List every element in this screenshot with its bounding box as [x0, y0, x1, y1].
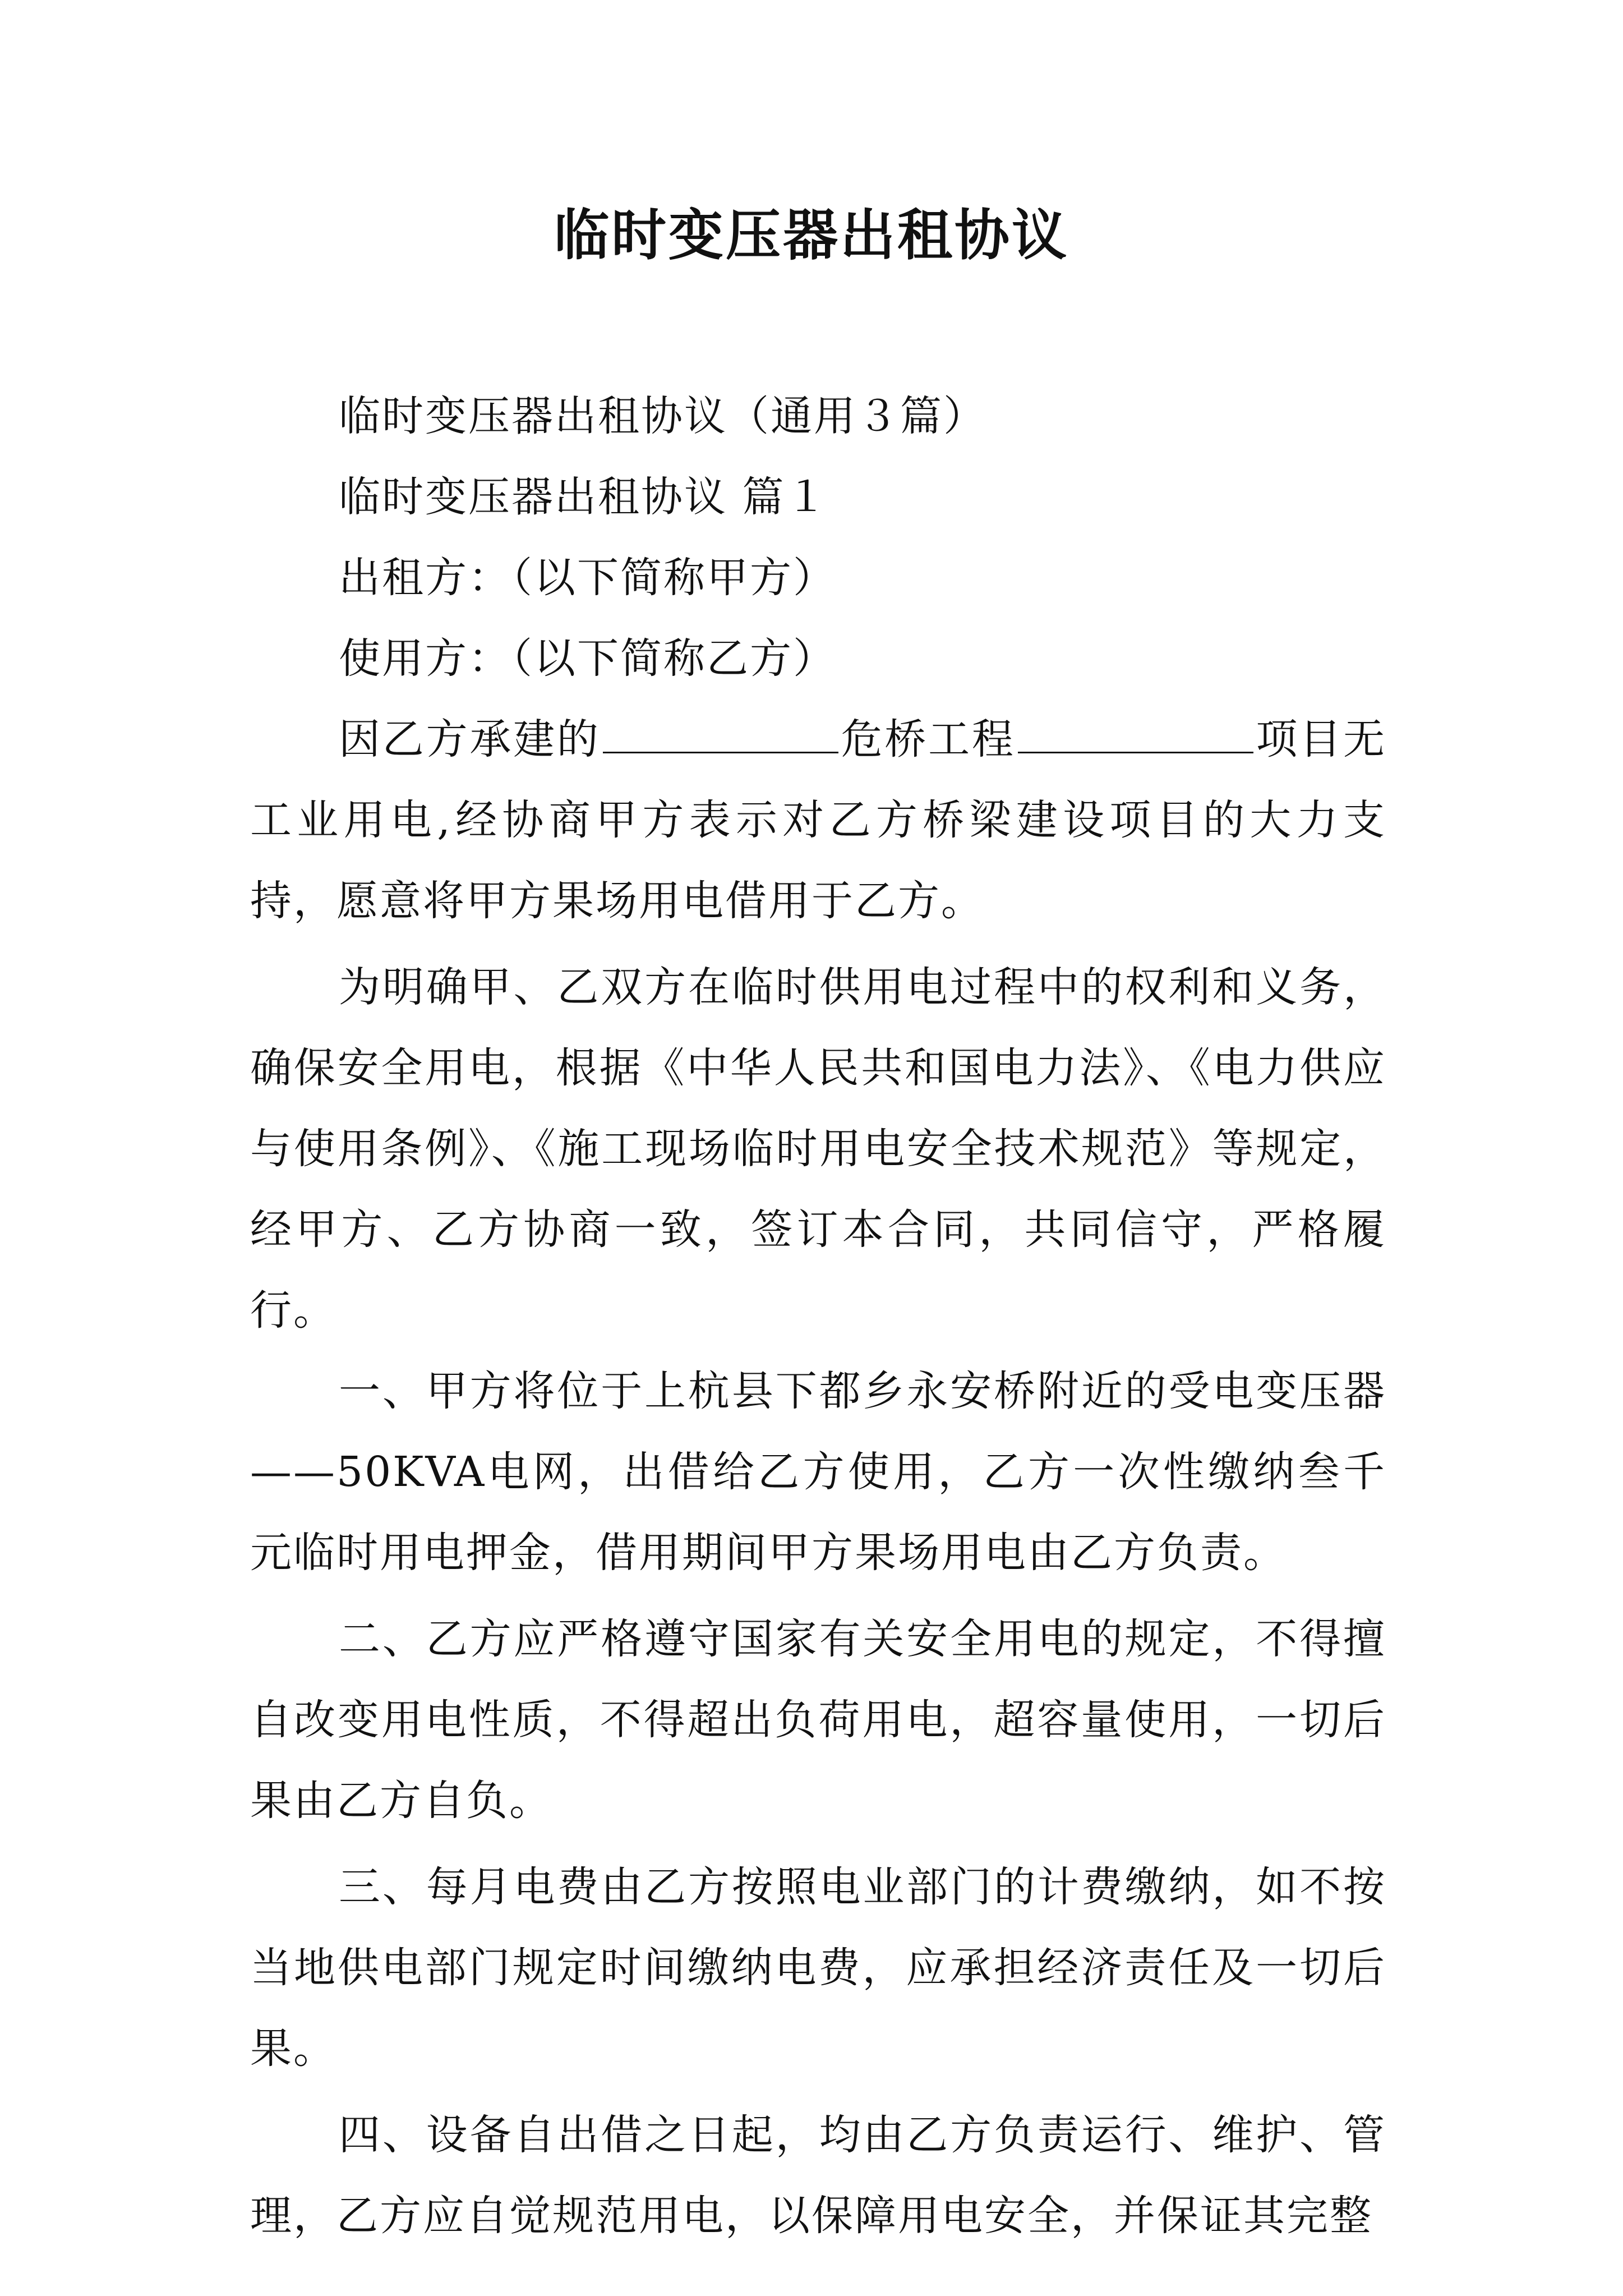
intro-paragraph [250, 699, 1386, 941]
document-title: 临时变压器出租协议 [554, 204, 1069, 268]
purpose-paragraph: 为明确甲、乙双方在临时供用电过程中的权利和义务，确保安全用电，根据《中华人民共和国电力法》、《电力供应与使用条例》、《施工现场临时用电安全技术规范》等规定，经甲方、乙方协商一致，签订本合同，共同信守，严格履行。 [250, 963, 1386, 1335]
document-body [250, 376, 1386, 2256]
blank-underline [603, 749, 838, 753]
subtitle-line: 临时变压器出租协议（通用３篇） [339, 392, 986, 440]
clause-2-paragraph: 二、乙方应严格遵守国家有关安全用电的规定，不得擅自改变用电性质，不得超出负荷用电，超容量使用，一切后果由乙方自负。 [250, 1615, 1386, 1825]
lessor-line: 出租方：（以下简称甲方） [339, 554, 836, 602]
section-heading: 临时变压器出租协议 篇１ [339, 473, 829, 521]
intro-part-2: 危桥工程 [840, 715, 1016, 763]
user-line: 使用方：（以下简称乙方） [339, 634, 836, 683]
blank-underline [1018, 749, 1253, 753]
clause-1-paragraph: 一、甲方将位于上杭县下都乡永安桥附近的受电变压器——50KVA电网，出借给乙方使用，乙方一次性缴纳叁千元临时用电押金，借用期间甲方果场用电由乙方负责。 [250, 1367, 1386, 1577]
intro-part-3: 项目无工业用电,经协商甲方表示对乙方桥梁建设项目的大力支持，愿意将甲方果场用电借用于乙方。 [250, 715, 1387, 925]
clause-4-paragraph: 四、设备自出借之日起，均由乙方负责运行、维护、管理，乙方应自觉规范用电，以保障用电安全，并保证其完整 [250, 2111, 1386, 2240]
intro-part-1: 因乙方承建的 [339, 715, 601, 763]
clause-3-paragraph: 三、每月电费由乙方按照电业部门的计费缴纳，如不按当地供电部门规定时间缴纳电费，应承担经济责任及一切后果。 [250, 1863, 1386, 2073]
